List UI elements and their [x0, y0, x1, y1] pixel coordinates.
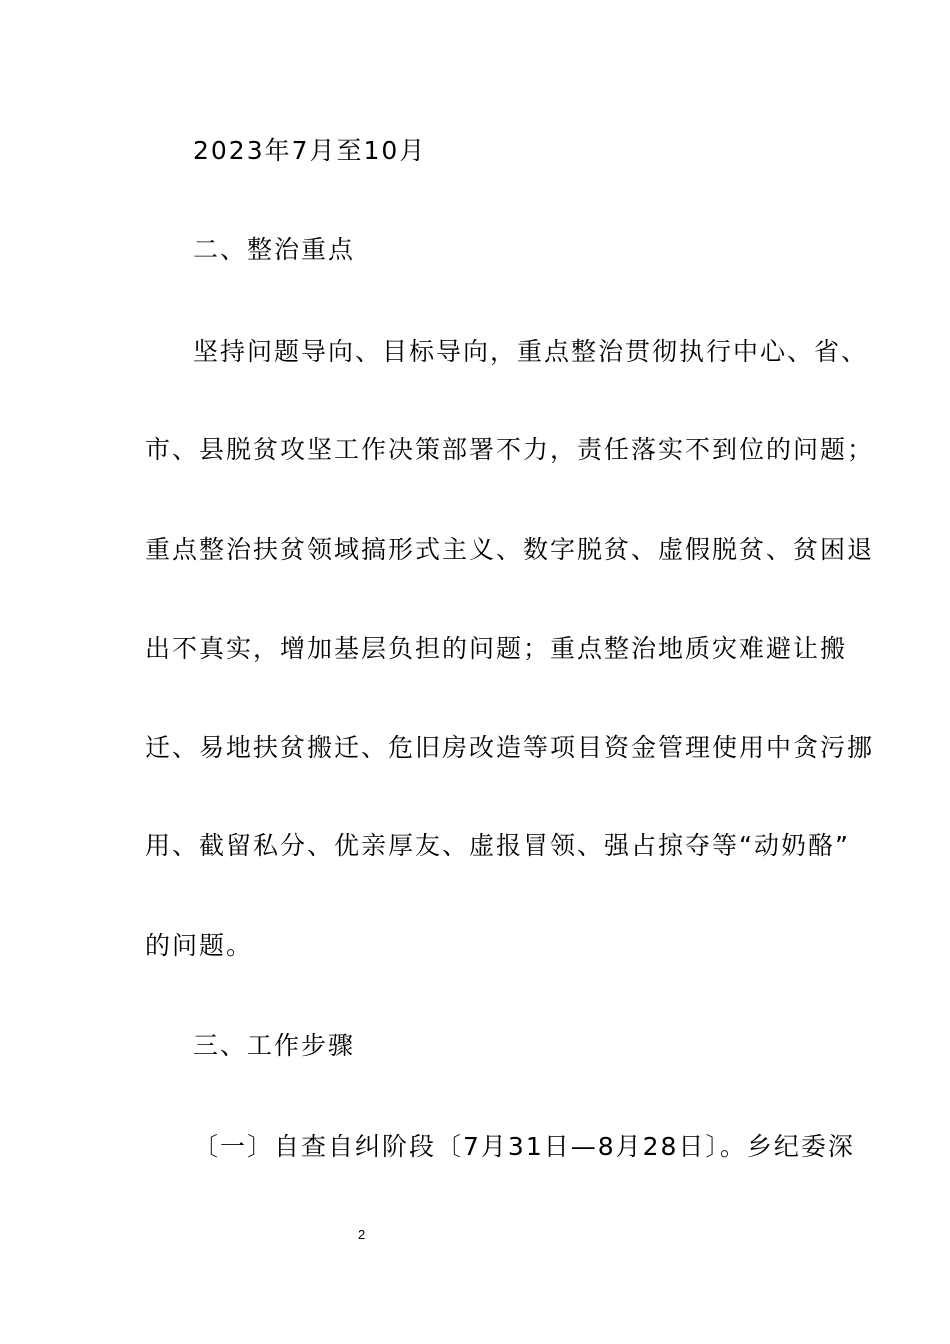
page-number: 2	[358, 1227, 366, 1242]
paragraph-line: 的问题。	[145, 931, 254, 960]
paragraph-line: 迁、易地扶贫搬迁、危旧房改造等项目资金管理使用中贪污挪	[145, 733, 875, 762]
paragraph-line: 〔一〕自查自纠阶段〔7月31日—8月28日〕。乡纪委深	[193, 1132, 855, 1161]
date-range-line: 2023年7月至10月	[193, 136, 427, 165]
section-heading: 三、工作步骤	[193, 1031, 356, 1060]
paragraph-line: 出不真实，增加基层负担的问题；重点整治地质灾难避让搬	[145, 634, 848, 663]
paragraph-line: 市、县脱贫攻坚工作决策部署不力，责任落实不到位的问题；	[145, 435, 875, 464]
paragraph-line: 用、截留私分、优亲厚友、虚报冒领、强占掠夺等“动奶酪”	[145, 831, 850, 860]
section-heading: 二、整治重点	[193, 235, 356, 264]
paragraph-line: 重点整治扶贫领域搞形式主义、数字脱贫、虚假脱贫、贫困退	[145, 535, 875, 564]
paragraph-line: 坚持问题导向、目标导向，重点整治贯彻执行中心、省、	[193, 337, 869, 366]
